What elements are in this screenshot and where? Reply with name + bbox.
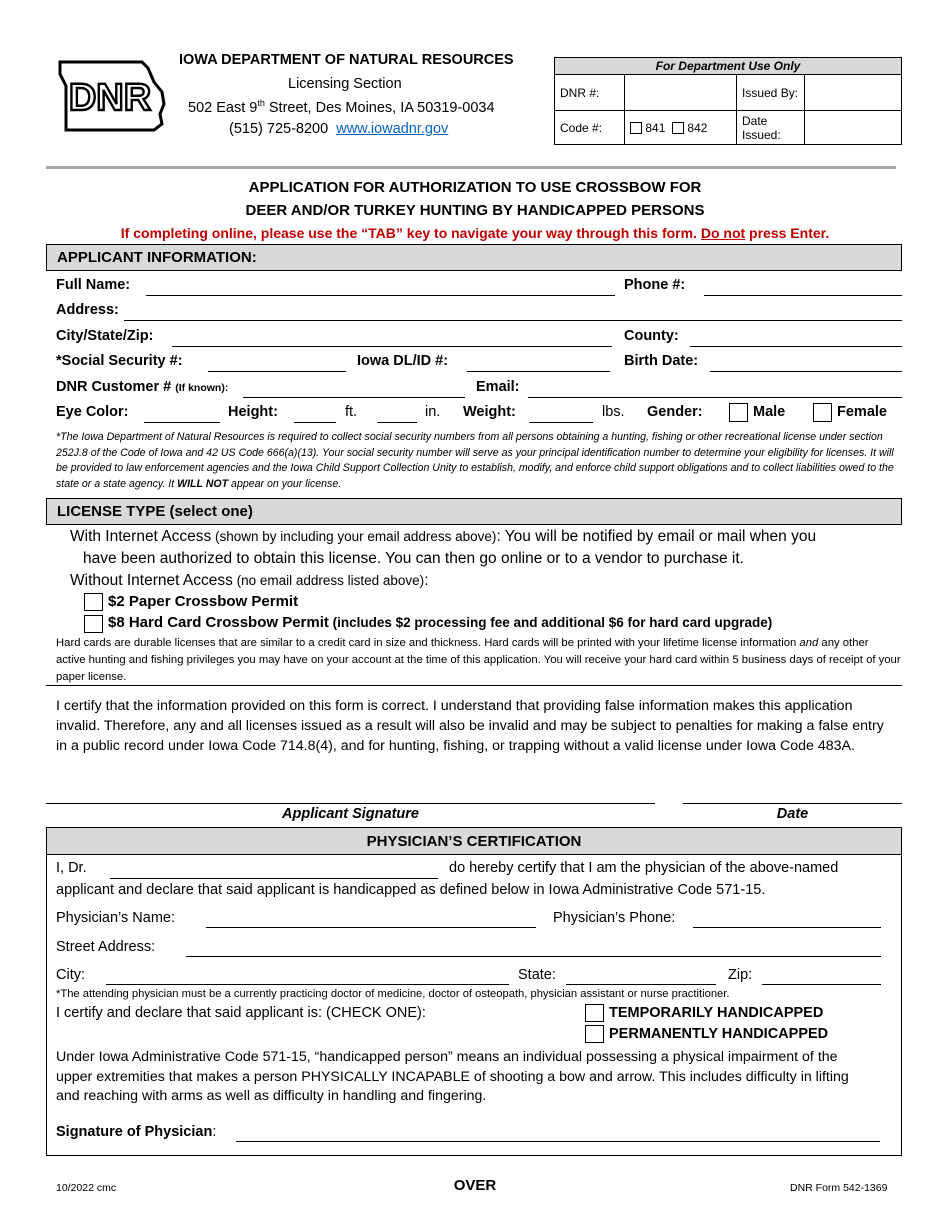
logo-text: DNR — [68, 77, 152, 119]
temporarily-handicapped-label: TEMPORARILY HANDICAPPED — [609, 1005, 824, 1021]
weight-label: Weight: — [463, 404, 516, 420]
dnr-logo — [50, 58, 172, 132]
physician-phone-field[interactable] — [693, 927, 881, 928]
certify-physician-text: do hereby certify that I am the physician of the above-named — [449, 860, 839, 876]
state-field[interactable] — [566, 984, 716, 985]
issued-by-field[interactable] — [805, 75, 902, 111]
doctor-name-field[interactable] — [110, 878, 438, 879]
permanently-handicapped-checkbox[interactable] — [585, 1025, 604, 1043]
applicant-info-heading: APPLICANT INFORMATION: — [46, 244, 902, 271]
height-inches-field[interactable] — [377, 422, 417, 423]
issued-by-label: Issued By: — [737, 75, 805, 111]
eye-color-field[interactable] — [144, 422, 220, 423]
zip-field[interactable] — [762, 984, 881, 985]
dl-id-field[interactable] — [467, 371, 610, 372]
gender-female-checkbox[interactable] — [813, 403, 832, 422]
height-label: Height: — [228, 404, 278, 420]
code-842-label: 842 — [687, 120, 708, 135]
phone-label: Phone #: — [624, 277, 686, 293]
street-address-field[interactable] — [186, 956, 881, 957]
form-revision: 10/2022 cmc — [56, 1182, 117, 1194]
city-field[interactable] — [106, 984, 509, 985]
state-label: State: — [518, 967, 556, 983]
inches-unit: in. — [425, 404, 441, 420]
birth-date-label: Birth Date: — [624, 353, 699, 369]
full-name-field[interactable] — [146, 295, 615, 296]
department-use-title: For Department Use Only — [555, 58, 902, 75]
hard-card-note: Hard cards are durable licenses that are similar to a credit card in size and thickness. Hard cards will be printed with your lifetime license information and any other active hunting and fishing privileges you may have on your account at the time of this application. You will receive your hard card within 5 business days of receipt of your paper license. — [56, 637, 901, 683]
i-dr-label: I, Dr. — [56, 860, 87, 876]
city-state-zip-label: City/State/Zip: — [56, 328, 154, 344]
licensing-section: Licensing Section — [288, 76, 402, 92]
over-indicator: OVER — [453, 1177, 497, 1194]
feet-unit: ft. — [345, 404, 358, 420]
form-number: DNR Form 542-1369 — [790, 1182, 888, 1194]
permanently-handicapped-label: PERMANENTLY HANDICAPPED — [609, 1026, 829, 1042]
customer-number-label: DNR Customer # (If known): — [56, 379, 229, 395]
zip-label: Zip: — [728, 967, 753, 983]
physician-phone-label: Physician’s Phone: — [553, 910, 676, 926]
hard-card-permit-checkbox[interactable] — [84, 615, 103, 633]
physician-signature-field[interactable] — [236, 1141, 880, 1142]
county-label: County: — [624, 328, 679, 344]
dnr-number-label: DNR #: — [555, 75, 625, 111]
code-number-label: Code #: — [555, 111, 625, 145]
dl-id-label: Iowa DL/ID #: — [357, 353, 449, 369]
email-field[interactable] — [528, 397, 902, 398]
org-address: 502 East 9th Street, Des Moines, IA 50319-0034 — [188, 98, 495, 116]
with-internet-option: With Internet Access (shown by including your email address above): You will be notified by email or mail when you — [70, 528, 817, 545]
online-notice: If completing online, please use the “TAB” key to navigate your way through this form. Do not press Enter. — [120, 225, 830, 241]
paper-permit-label: $2 Paper Crossbow Permit — [108, 593, 299, 610]
gender-male-label: Male — [753, 404, 786, 420]
physician-name-label: Physician’s Name: — [56, 910, 176, 926]
with-internet-text: have been authorized to obtain this license. You can then go online or to a vendor to purchase it. — [83, 550, 744, 567]
paper-permit-checkbox[interactable] — [84, 593, 103, 611]
form-title-line1: APPLICATION FOR AUTHORIZATION TO USE CROSSBOW FOR — [248, 179, 702, 196]
height-feet-field[interactable] — [294, 422, 336, 423]
city-label: City: — [56, 967, 85, 983]
license-type-heading: LICENSE TYPE (select one) — [46, 498, 902, 525]
eye-color-label: Eye Color: — [56, 404, 129, 420]
physician-signature-label: Signature of Physician: — [56, 1124, 217, 1140]
certify-handicapped-text: applicant and declare that said applicant is handicapped as defined below in Iowa Administrative Code 571-15. — [56, 882, 766, 898]
full-name-label: Full Name: — [56, 277, 131, 293]
ssn-disclosure-note: *The Iowa Department of Natural Resources is required to collect social security numbers from all persons obtaining a hunting, fishing or other recreational license under section 252J.8 of the Code of Iowa and 42 US Code 666(a)(13). Your social security number will serve as your principal identification number to determine your eligibility for licenses. It will be provided to law enforcement agencies and the Iowa Child Support Collection Unity to establish, modify, and enforce child support obligations and to collect liabilities owed to the state or a state agency. It WILL NOT appear on your license. — [56, 431, 894, 490]
applicant-signature-label: Applicant Signature — [282, 806, 419, 822]
check-one-label: I certify and declare that said applicant is: (CHECK ONE): — [56, 1005, 426, 1021]
header-divider — [46, 166, 896, 169]
ssn-label: *Social Security #: — [56, 353, 183, 369]
temporarily-handicapped-checkbox[interactable] — [585, 1004, 604, 1022]
dnr-number-field[interactable] — [625, 75, 737, 111]
handicapped-definition: Under Iowa Administrative Code 571-15, “handicapped person” means an individual possessing a physical impairment of the upper extremities that makes a person PHYSICALLY INCAPABLE of shooting a bow and arrow. This includes difficulty in lifting and reaching with arms as well as difficulty in handling and fingering. — [56, 1049, 849, 1104]
address-label: Address: — [56, 302, 119, 318]
code-841-checkbox[interactable] — [630, 122, 642, 134]
street-address-label: Street Address: — [56, 939, 156, 955]
county-field[interactable] — [690, 346, 902, 347]
applicant-certification-text: I certify that the information provided on this form is correct. I understand that providing false information makes this application invalid. Therefore, any and all licenses issued as a result will also be invalid and may be subject to penalties for making a false entry in a public record under Iowa Code 714.8(4), and for hunting, fishing, or trapping without a valid license under Iowa Code 483A. — [56, 698, 884, 754]
signature-date-label: Date — [776, 806, 809, 822]
license-divider — [46, 685, 902, 686]
org-contact — [229, 121, 448, 137]
website-link[interactable]: www.iowadnr.gov — [336, 121, 449, 137]
code-options — [625, 111, 737, 145]
code-841-label: 841 — [645, 120, 666, 135]
code-842-checkbox[interactable] — [672, 122, 684, 134]
address-field[interactable] — [124, 320, 902, 321]
gender-label: Gender: — [647, 404, 703, 420]
customer-number-field[interactable] — [243, 397, 465, 398]
department-use-table — [554, 57, 902, 145]
physician-name-field[interactable] — [206, 927, 536, 928]
form-title-line2: DEER AND/OR TURKEY HUNTING BY HANDICAPPED PERSONS — [245, 202, 705, 219]
date-issued-field[interactable] — [805, 111, 902, 145]
birth-date-field[interactable] — [710, 371, 902, 372]
signature-date-field[interactable] — [683, 803, 902, 804]
physician-eligibility-note: *The attending physician must be a currently practicing doctor of medicine, doctor of osteopath, physician assistant or nurse practitioner. — [56, 988, 730, 1000]
date-issued-label: Date Issued: — [737, 111, 805, 145]
physician-certification-heading: PHYSICIAN’S CERTIFICATION — [46, 827, 902, 855]
phone-field[interactable] — [704, 295, 902, 296]
weight-field[interactable] — [529, 422, 593, 423]
pounds-unit: lbs. — [602, 404, 625, 420]
gender-male-checkbox[interactable] — [729, 403, 748, 422]
city-state-zip-field[interactable] — [172, 346, 612, 347]
org-name: IOWA DEPARTMENT OF NATURAL RESOURCES — [179, 52, 514, 68]
ssn-field[interactable] — [208, 371, 346, 372]
applicant-signature-field[interactable] — [46, 803, 655, 804]
without-internet-option: Without Internet Access (no email address listed above): — [70, 572, 429, 589]
email-label: Email: — [476, 379, 520, 395]
org-phone: (515) 725-8200 — [229, 121, 329, 137]
hard-card-permit-label: $8 Hard Card Crossbow Permit (includes $2 processing fee and additional $6 for hard card upgrade) — [108, 614, 773, 631]
gender-female-label: Female — [837, 404, 887, 420]
